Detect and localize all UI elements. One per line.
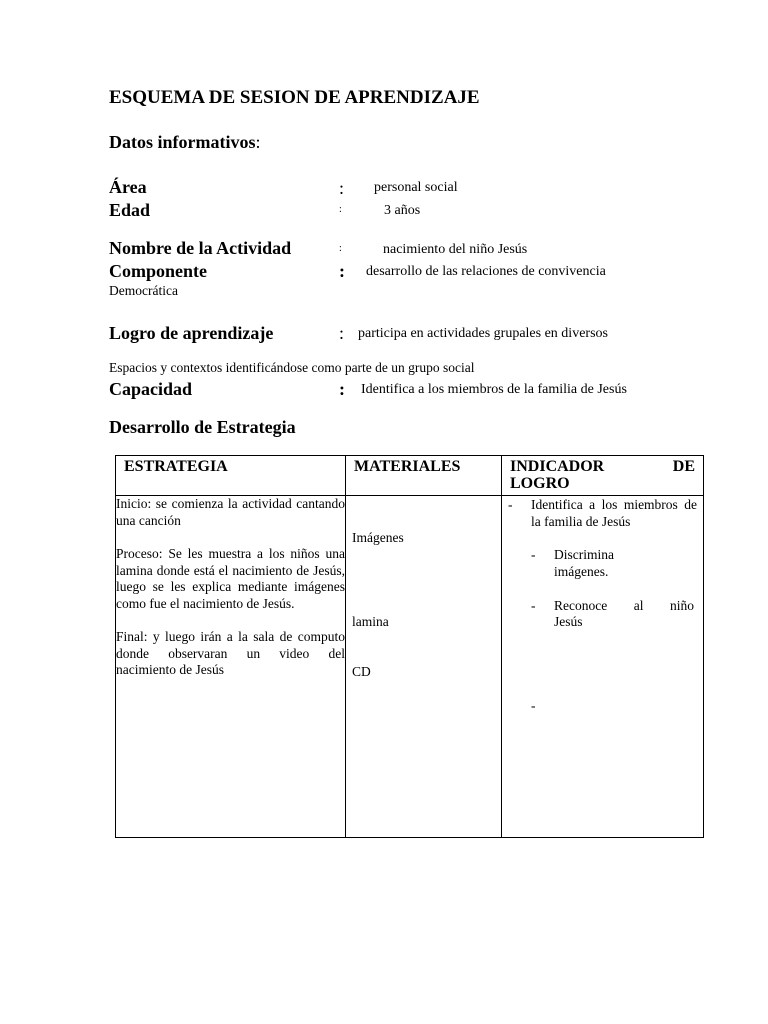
estrategia-proceso: Proceso: Se les muestra a los niños una lamina donde está el nacimiento de Jesús, luego se les explica mediante imágenes como fue el nacimiento de Jesús.: [116, 546, 345, 611]
header-logro-word: LOGRO: [510, 475, 570, 492]
componente-colon: :: [339, 261, 345, 281]
estrategia-inicio: Inicio: se comienza la actividad cantando una canción: [116, 496, 345, 528]
logro-value: participa en actividades grupales en diversos: [358, 326, 608, 341]
area-value: personal social: [374, 180, 458, 195]
area-label: Área: [109, 177, 147, 197]
indicador-text-second: Jesús: [554, 614, 583, 629]
capacidad-value: Identifica a los miembros de la familia de Jesús: [361, 382, 627, 397]
indicador-dash: -: [531, 598, 536, 613]
indicador-text: Discrimina imágenes.: [554, 547, 614, 579]
table-row: [116, 496, 704, 838]
nombre-actividad-colon: :: [339, 243, 342, 254]
indicador-dash: -: [531, 698, 536, 713]
indicador-text: Identifica a los miembros de la familia de Jesús: [531, 497, 697, 529]
datos-informativos-label: Datos informativos: [109, 132, 256, 152]
capacidad-colon: :: [339, 379, 345, 399]
document-title: ESQUEMA DE SESION DE APRENDIZAJE: [109, 87, 480, 108]
estrategia-table: [115, 455, 704, 838]
material-lamina: lamina: [352, 614, 389, 629]
materiales-cell: [346, 496, 502, 838]
material-imagenes: Imágenes: [352, 530, 404, 545]
area-colon: :: [339, 178, 345, 198]
indicador-cell: [502, 496, 704, 838]
table-header-row: [116, 456, 704, 496]
logro-label: Logro de aprendizaje: [109, 323, 274, 343]
header-indicador-word: INDICADOR: [510, 458, 605, 475]
edad-colon: :: [339, 204, 342, 215]
nombre-actividad-label: Nombre de la Actividad: [109, 238, 292, 258]
estrategia-final: Final: y luego irán a la sala de computo donde observaran un video del nacimiento de Jesús: [116, 629, 345, 677]
indicador-dash: -: [531, 547, 536, 562]
header-materiales: MATERIALES: [346, 456, 502, 496]
datos-informativos-heading: [109, 132, 261, 153]
logro-colon: :: [339, 323, 345, 343]
indicador-text-first: Reconoce al niño: [554, 598, 694, 613]
indicador-dash: -: [508, 497, 513, 512]
header-estrategia: ESTRATEGIA: [116, 456, 346, 496]
desarrollo-estrategia-heading: Desarrollo de Estrategia: [109, 417, 296, 437]
datos-informativos-colon: :: [255, 132, 261, 152]
edad-value: 3 años: [384, 203, 421, 218]
estrategia-cell: [116, 496, 346, 838]
edad-label: Edad: [109, 200, 151, 220]
nombre-actividad-value: nacimiento del niño Jesús: [383, 242, 528, 257]
material-cd: CD: [352, 664, 371, 679]
capacidad-label: Capacidad: [109, 379, 193, 399]
header-de-word: DE: [672, 458, 695, 475]
componente-value: desarrollo de las relaciones de convivencia: [366, 264, 606, 279]
logro-continuation: Espacios y contextos identificándose como parte de un grupo social: [109, 360, 475, 375]
componente-label: Componente: [109, 261, 207, 281]
header-indicador-logro: [502, 456, 704, 496]
componente-continuation: Democrática: [109, 283, 178, 298]
